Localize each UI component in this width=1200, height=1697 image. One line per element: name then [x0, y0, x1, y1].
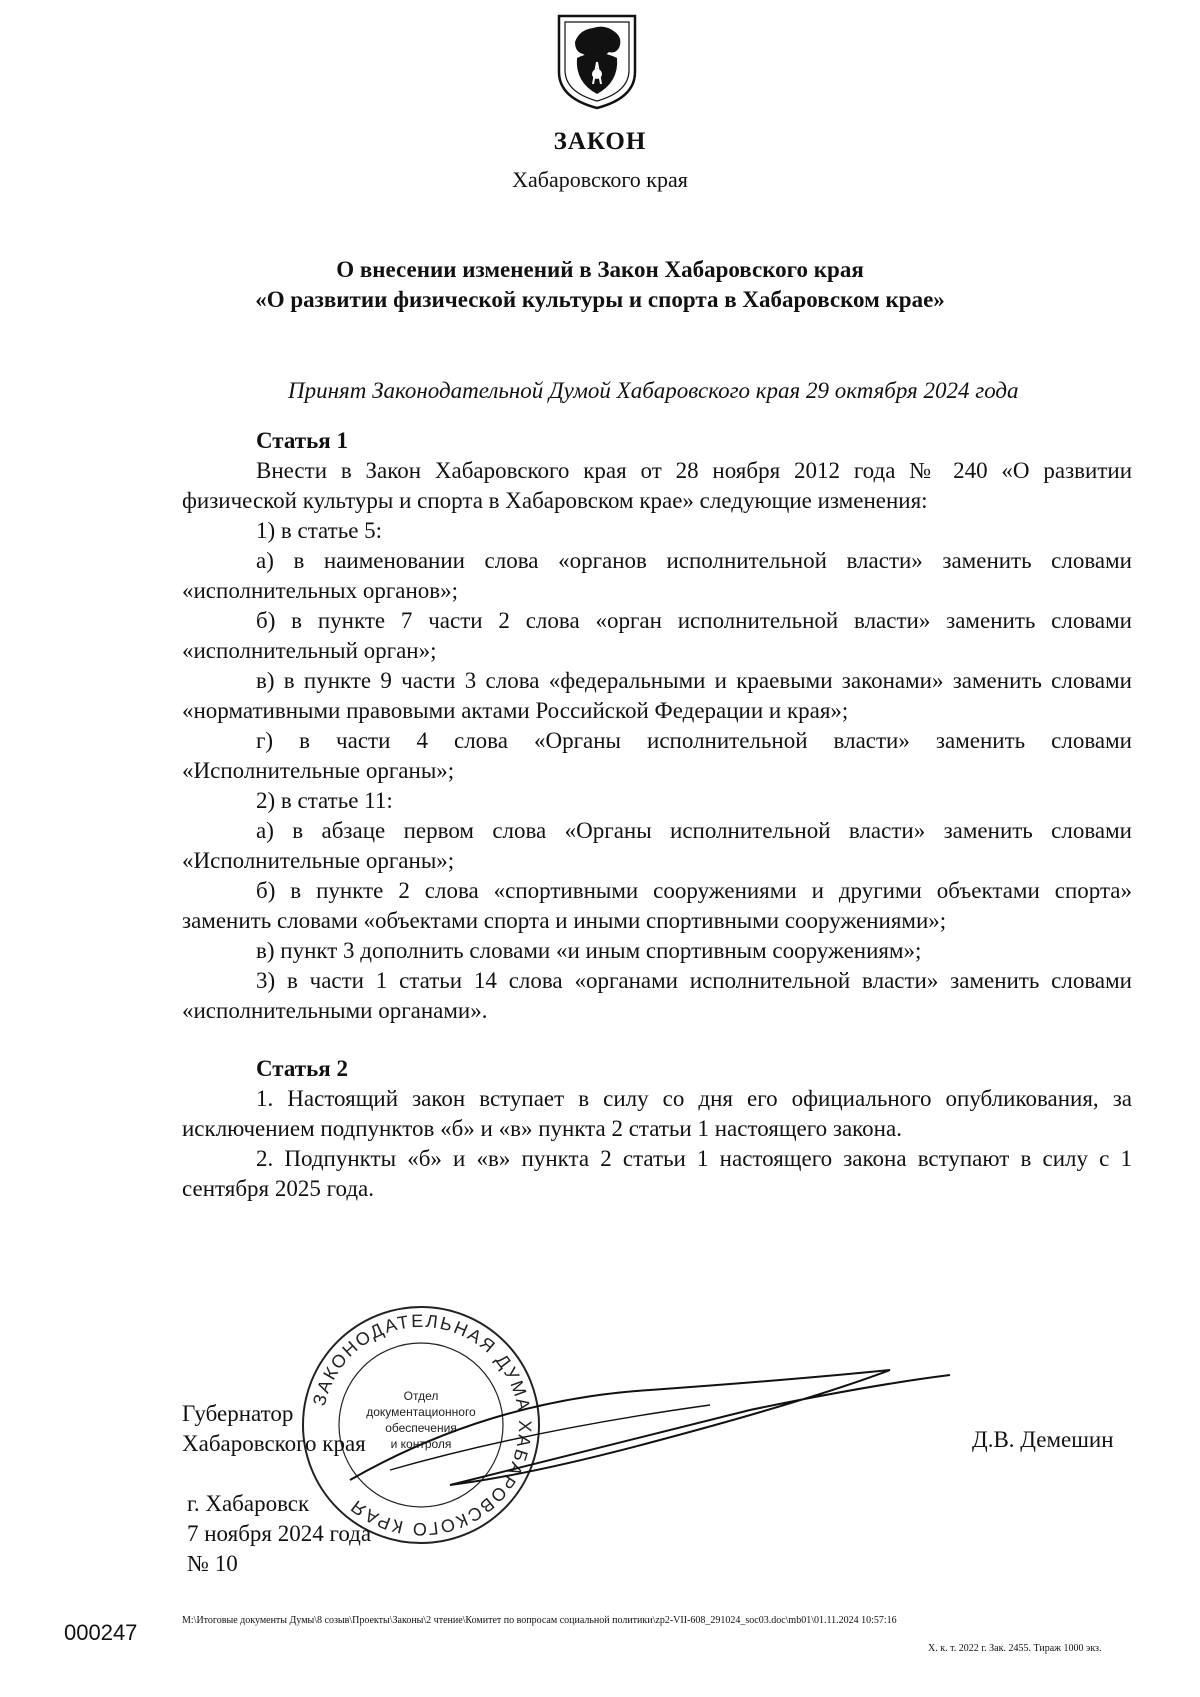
- city: г. Хабаровск: [187, 1491, 310, 1516]
- signatory-name: Д.В. Демешин: [972, 1427, 1114, 1452]
- position-line-2: Хабаровского края: [182, 1431, 366, 1456]
- heading-line-2: «О развитии физической культуры и спорта в Хабаровском крае»: [255, 287, 945, 312]
- article-1-intro: Внести в Закон Хабаровского края от 28 ноября 2012 года № 240 «О развитии физической культуры и спорта в Хабаровском крае» следующие изменения:: [182, 458, 1132, 513]
- article-1-item: а) в наименовании слова «органов исполнительной власти» заменить словами «исполнительных органов»;: [182, 548, 1132, 603]
- stamp-center-line: и контроля: [390, 1437, 452, 1451]
- law-subtitle: Хабаровского края: [512, 167, 688, 192]
- article-2-item: 2. Подпункты «б» и «в» пункта 2 статьи 1 настоящего закона вступают в силу с 1 сентября 2025 года.: [182, 1146, 1132, 1201]
- article-1-item: в) в пункте 9 части 3 слова «федеральными и краевыми законами» заменить словами «нормативными правовыми актами Российской Федерации и края»;: [182, 668, 1132, 723]
- article-1: [182, 426, 1132, 1204]
- article-1-title: Статья 1: [256, 428, 348, 453]
- file-path: M:\Итоговые документы Думы\8 созыв\Проекты\Законы\2 чтение\Комитет по вопросам социальной политики\zp2-VII-608_291024_soc03.doc\mb01\01.11.2024 10:57:16: [182, 1615, 897, 1626]
- place-and-date: [187, 1489, 371, 1579]
- law-heading: [0, 255, 1200, 315]
- article-2-title: Статья 2: [256, 1056, 348, 1081]
- position-line-1: Губернатор: [182, 1401, 294, 1426]
- article-1-item: б) в пункте 7 части 2 слова «орган исполнительной власти» заменить словами «исполнительный орган»;: [182, 608, 1132, 663]
- registration-number: 000247: [64, 1620, 138, 1645]
- law-title: ЗАКОН: [553, 128, 647, 155]
- law-number: № 10: [187, 1551, 238, 1576]
- signatory-position: [182, 1399, 366, 1459]
- article-1-item: б) в пункте 2 слова «спортивными сооружениями и другими объектами спорта» заменить словами «объектами спорта и иными спортивными сооружениями»;: [182, 878, 1132, 933]
- adoption-note: Принят Законодательной Думой Хабаровского края 29 октября 2024 года: [288, 378, 1019, 403]
- date: 7 ноября 2024 года: [187, 1521, 372, 1546]
- stamp-center-line: Отдел: [403, 1389, 439, 1403]
- article-1-item: г) в части 4 слова «Органы исполнительной власти» заменить словами «Исполнительные органы»;: [182, 728, 1132, 783]
- article-1-item: 1) в статье 5:: [256, 518, 383, 543]
- stamp-center-line: обеспечения: [385, 1421, 457, 1435]
- article-2-item: 1. Настоящий закон вступает в силу со дня его официального опубликования, за исключением подпунктов «б» и «в» пункта 2 статьи 1 настоящего закона.: [182, 1086, 1132, 1141]
- article-1-item: 2) в статье 11:: [256, 788, 393, 813]
- article-1-item: в) пункт 3 дополнить словами «и иным спортивным сооружениям»;: [256, 938, 922, 963]
- heading-line-1: О внесении изменений в Закон Хабаровского края: [336, 257, 864, 282]
- coat-of-arms-emblem: [553, 12, 641, 110]
- stamp-center-line: документационного: [366, 1405, 476, 1419]
- handwritten-signature: [330, 1360, 970, 1500]
- print-info: Х. к. т. 2022 г. Зак. 2455. Тираж 1000 экз.: [928, 1643, 1102, 1654]
- article-1-item: а) в абзаце первом слова «Органы исполнительной власти» заменить словами «Исполнительные органы»;: [182, 818, 1132, 873]
- article-1-item: 3) в части 1 статьи 14 слова «органами исполнительной власти» заменить словами «исполнительными органами».: [182, 968, 1132, 1023]
- stamp-ring-text: ЗАКОНОДАТЕЛЬНАЯ ДУМА ХАБАРОВСКОГО КРАЯ: [309, 1310, 536, 1540]
